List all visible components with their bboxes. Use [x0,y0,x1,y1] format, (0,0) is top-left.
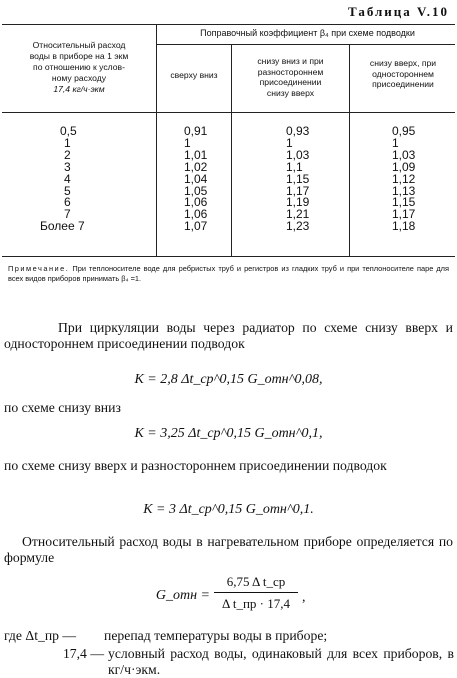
formula-4-tail: , [302,590,306,605]
table-col-bottom-down: 0,93 1 1,03 1,1 1,15 1,17 1,19 1,21 1,23 [286,124,310,234]
formula-2: K = 3,25 Δt_ср^0,15 G_отн^0,1, [134,426,323,441]
subheader-col-2: снизу вниз и при разностороннем присоединении снизу вверх [257,56,324,98]
paragraph-1: При циркуляции воды через радиатор по схеме снизу вверх и одностороннем присоединении подводок [4,320,453,351]
where-2-text: условный расход воды, одинаковый для всех приборов, в кг/ч·экм. [108,646,454,677]
table-label: Таблица V.10 [347,4,449,19]
table-header-left: Относительный расход воды в приборе на 1 экм по отношению к услов- ному расходу 17,4 кг/ч·экм [29,40,129,94]
table-col-top-down: 0,91 1 1,01 1,02 1,04 1,05 1,06 1,06 1,07 [184,124,208,234]
note-text: При теплоносителе воде для ребристых труб и регистров из гладких труб и при теплоносителе паре для всех видов приборов принимать β₄ =1. [8,264,449,283]
paragraph-4: Относительный расход воды в нагревательном приборе определяется по формуле [4,534,453,565]
where-2-symbol: 17,4 — [62,646,104,661]
formula-4-numerator: 6,75 Δ t_ср [214,574,298,593]
formula-4-lhs: G_отн = [155,588,210,603]
paragraph-2: по схеме снизу вниз [4,400,121,415]
paragraph-3: по схеме снизу вверх и разностороннем присоединении подводок [4,458,387,473]
formula-3: K = 3 Δt_ср^0,15 G_отн^0,1. [143,502,314,517]
subheader-col-1: сверху вниз [170,70,218,80]
table-col-divider-1 [156,24,157,256]
table-col-divider-2 [231,44,232,256]
subheader-col-3: снизу вверх, при одностороннем присоединении [369,58,437,89]
where-1-text: перепад температуры воды в приборе; [104,628,328,643]
table-subheader-rule [156,44,455,45]
table-note [8,264,449,284]
table-col-ratio: 0,5 1 2 3 4 5 6 7 Более 7 [40,124,85,234]
table-header-rule [2,112,455,113]
table-top-rule [2,24,455,25]
table-col-divider-3 [349,44,350,256]
where-1-symbol: где Δt_пр — [4,628,77,643]
formula-4-denominator: Δ t_пр · 17,4 [221,596,291,611]
table-bottom-rule [2,256,455,257]
table-col-bottom-up: 0,95 1 1,03 1,09 1,12 1,13 1,15 1,17 1,18 [392,124,416,234]
formula-1: K = 2,8 Δt_ср^0,15 G_отн^0,08, [134,372,323,387]
note-label: Примечание. [8,264,70,273]
table-header-top: Поправочный коэффициент β₄ при схеме подводки [200,28,415,38]
